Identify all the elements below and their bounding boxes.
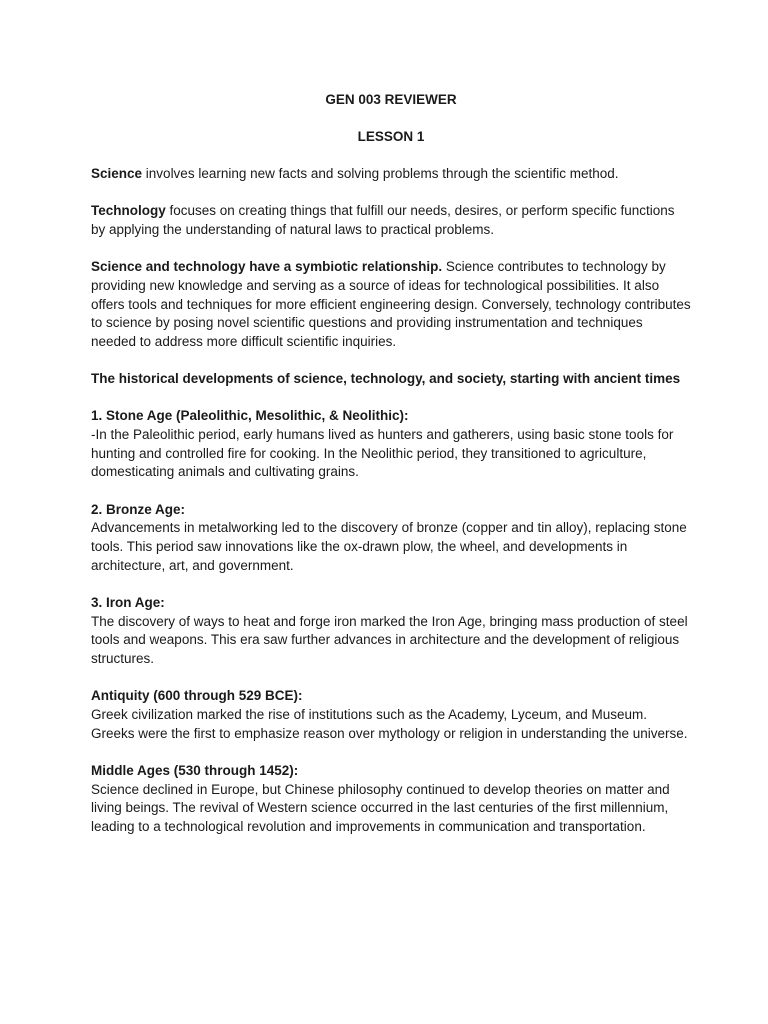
section-body: Advancements in metalworking led to the discovery of bronze (copper and tin alloy), replacing stone tools. This period saw innovations like the ox-drawn plow, the wheel, and developments in architecture, art, and government.: [91, 520, 687, 573]
section-heading: Antiquity (600 through 529 BCE):: [91, 688, 303, 704]
section-bronze-age: [91, 501, 691, 576]
document-title: GEN 003 REVIEWER: [325, 92, 457, 107]
section-heading: 1. Stone Age (Paleolithic, Mesolithic, & Neolithic):: [91, 408, 409, 424]
document-content: [91, 91, 691, 855]
historical-heading-text: The historical developments of science, technology, and society, starting with ancient times: [91, 371, 681, 387]
science-definition-text: involves learning new facts and solving problems through the scientific method.: [142, 166, 619, 181]
section-body: -In the Paleolithic period, early humans lived as hunters and gatherers, using basic stone tools for hunting and controlled fire for cooking. In the Neolithic period, they transitioned to agriculture, domesticating animals and cultivating grains.: [91, 427, 674, 480]
section-body: Greek civilization marked the rise of institutions such as the Academy, Lyceum, and Museum. Greeks were the first to emphasize reason over mythology or religion in understanding the universe.: [91, 706, 688, 741]
section-heading: 3. Iron Age:: [91, 594, 165, 610]
symbiotic-relationship-paragraph: [91, 258, 691, 352]
term-science: Science: [91, 166, 143, 181]
technology-definition-paragraph: [91, 202, 691, 239]
section-stone-age: [91, 407, 691, 482]
section-body: Science declined in Europe, but Chinese philosophy continued to develop theories on matter and living beings. The revival of Western science occurred in the last centuries of the first millennium, leading to a technological revolution and improvements in communication and transportation.: [91, 781, 670, 834]
section-heading: Middle Ages (530 through 1452):: [91, 762, 299, 778]
technology-definition-text: focuses on creating things that fulfill our needs, desires, or perform specific functions by applying the understanding of natural laws to practical problems.: [91, 203, 675, 237]
symbiotic-relationship-text: Science contributes to technology by providing new knowledge and serving as a source of ideas for technological possibilities. It also offers tools and techniques for more efficient engineering design. Conversely, technology contributes to science by posing novel scientific questions and providing instrumentation and techniques needed to address more difficult scientific inquiries.: [91, 259, 691, 349]
science-definition-paragraph: [91, 165, 691, 184]
section-body: The discovery of ways to heat and forge iron marked the Iron Age, bringing mass production of steel tools and weapons. This era saw further advances in architecture and the development of religious structures.: [91, 613, 688, 667]
term-symbiotic: Science and technology have a symbiotic relationship.: [91, 259, 443, 275]
section-antiquity: [91, 687, 691, 743]
term-technology: Technology: [91, 203, 166, 219]
section-heading: 2. Bronze Age:: [91, 501, 186, 517]
historical-developments-heading: [91, 370, 691, 389]
section-middle-ages: [91, 762, 691, 837]
lesson-title: LESSON 1: [357, 129, 425, 144]
section-iron-age: [91, 594, 691, 669]
